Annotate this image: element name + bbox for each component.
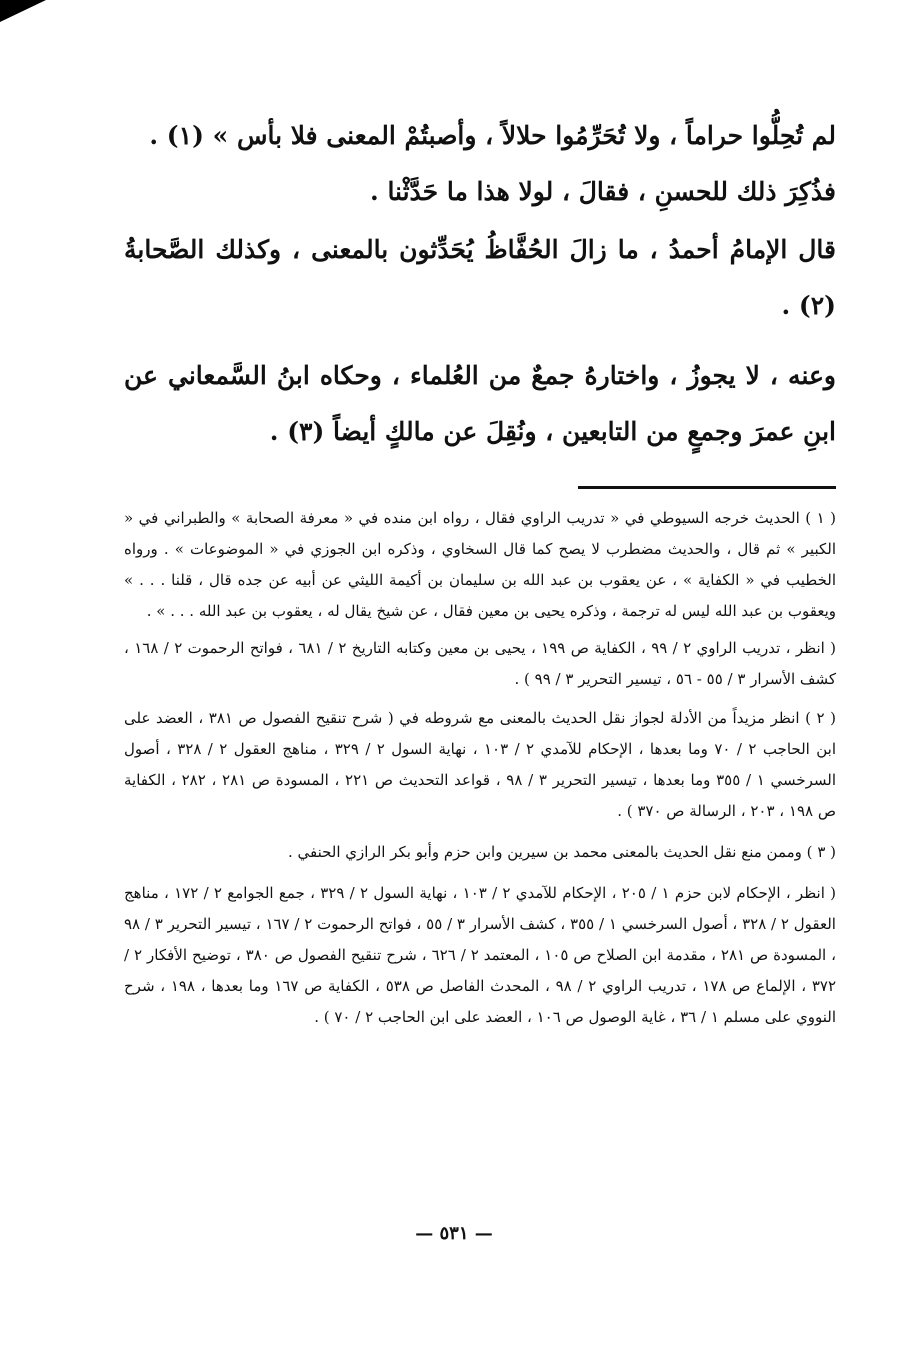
footnote-2: ( ٢ ) انظر مزيداً من الأدلة لجواز نقل الحديث بالمعنى مع شروطه في ( شرح تنقيح الفصول ص ٣٨١ ، العضد على ابن الحاجب ٢ / ٧٠ وما بعدها ، الإحكام للآمدي ٢ / ١٠٣ ، نهاية السول ٢ / ٣٢٩ ، مناهج العقول ٢ / ٣٢٨ ، أصول السرخسي ١ / ٣٥٥ وما بعدها ، تيسير التحرير ٣ / ٩٨ ، قواعد التحديث ص ٢٢١ ، المسودة ص ٢٨١ ، ٢٨٢ ، الكفاية ص ١٩٨ ، ٢٠٣ ، الرسالة ص ٣٧٠ ) . [124,709,837,820]
main-text [124,108,836,460]
main-paragraph-1: لم تُحِلُّوا حراماً ، ولا تُحَرِّمُوا حلالاً ، وأصبتُمْ المعنى فلا بأس » (١) . [149,121,836,150]
footnote-3-references: ( انظر ، الإحكام لابن حزم ١ / ٢٠٥ ، الإحكام للآمدي ٢ / ١٠٣ ، نهاية السول ٢ / ٣٢٩ ، جمع الجوامع ٢ / ١٧٢ ، مناهج العقول ٢ / ٣٢٨ ، أصول السرخسي ١ / ٣٥٥ ، كشف الأسرار ٣ / ٥٥ ، فواتح الرحموت ٢ / ١٦٧ ، تيسير التحرير ٣ / ٩٨ ، المسودة ص ٢٨١ ، مقدمة ابن الصلاح ص ١٠٥ ، المعتمد ٢ / ٦٢٦ ، شرح تنقيح الفصول ص ٣٨٠ ، توضيح الأفكار ٢ / ٣٧٢ ، الإلماع ص ١٧٨ ، تدريب الراوي ٢ / ٩٨ ، المحدث الفاصل ص ٥٣٨ ، الكفاية ص ١٦٧ وما بعدها ، ١٩٨ ، شرح النووي على مسلم ١ / ٣٦ ، غاية الوصول ص ١٠٦ ، العضد على ابن الحاجب ٢ / ٧٠ ) . [124,884,837,1026]
main-paragraph-4: وعنه ، لا يجوزُ ، واختارهُ جمعٌ من العُلماء ، وحكاه ابنُ السَّمعاني عن ابنِ عمرَ وجمعٍ من التابعين ، ونُقِلَ عن مالكٍ أيضاً (٣) . [124,361,836,446]
footnotes [124,503,836,1033]
main-paragraph-3: قال الإمامُ أحمدُ ، ما زالَ الحُفَّاظُ يُحَدِّثون بالمعنى ، وكذلك الصَّحابةُ (٢) . [124,235,836,320]
footnote-1: ( ١ ) الحديث خرجه السيوطي في « تدريب الراوي فقال ، رواه ابن منده في « معرفة الصحابة » والطبراني في « الكبير » ثم قال ، والحديث مضطرب لا يصح كما قال السخاوي ، وذكره ابن الجوزي في « الموضوعات » . ورواه الخطيب في « الكفاية » ، عن يعقوب بن عبد الله بن سليمان بن أكيمة الليثي عن أبيه عن جده قال ، قلنا . . . » ويعقوب بن عبد الله ليس له ترجمة ، وذكره يحيى بن معين فقال ، عن شيخ يقال له ، يعقوب بن عبد الله . . . » . [124,509,836,620]
footnote-1-references: ( انظر ، تدريب الراوي ٢ / ٩٩ ، الكفاية ص ١٩٩ ، يحيى بن معين وكتابه التاريخ ٢ / ٦٨١ ، فواتح الرحموت ٢ / ١٦٨ ، كشف الأسرار ٣ / ٥٥ - ٥٦ ، تيسير التحرير ٣ / ٩٩ ) . [124,639,837,688]
footnote-3: ( ٣ ) وممن منع نقل الحديث بالمعنى محمد بن سيرين وابن حزم وأبو بكر الرازي الحنفي . [287,843,836,861]
main-paragraph-2: فذُكِرَ ذلك للحسنِ ، فقالَ ، لولا هذا ما حَدَّثْنا . [370,177,836,206]
page-body [124,108,836,1041]
footnote-separator [578,486,836,489]
corner-mark [0,0,46,44]
page-number: — ٥٣١ — [415,1223,493,1244]
